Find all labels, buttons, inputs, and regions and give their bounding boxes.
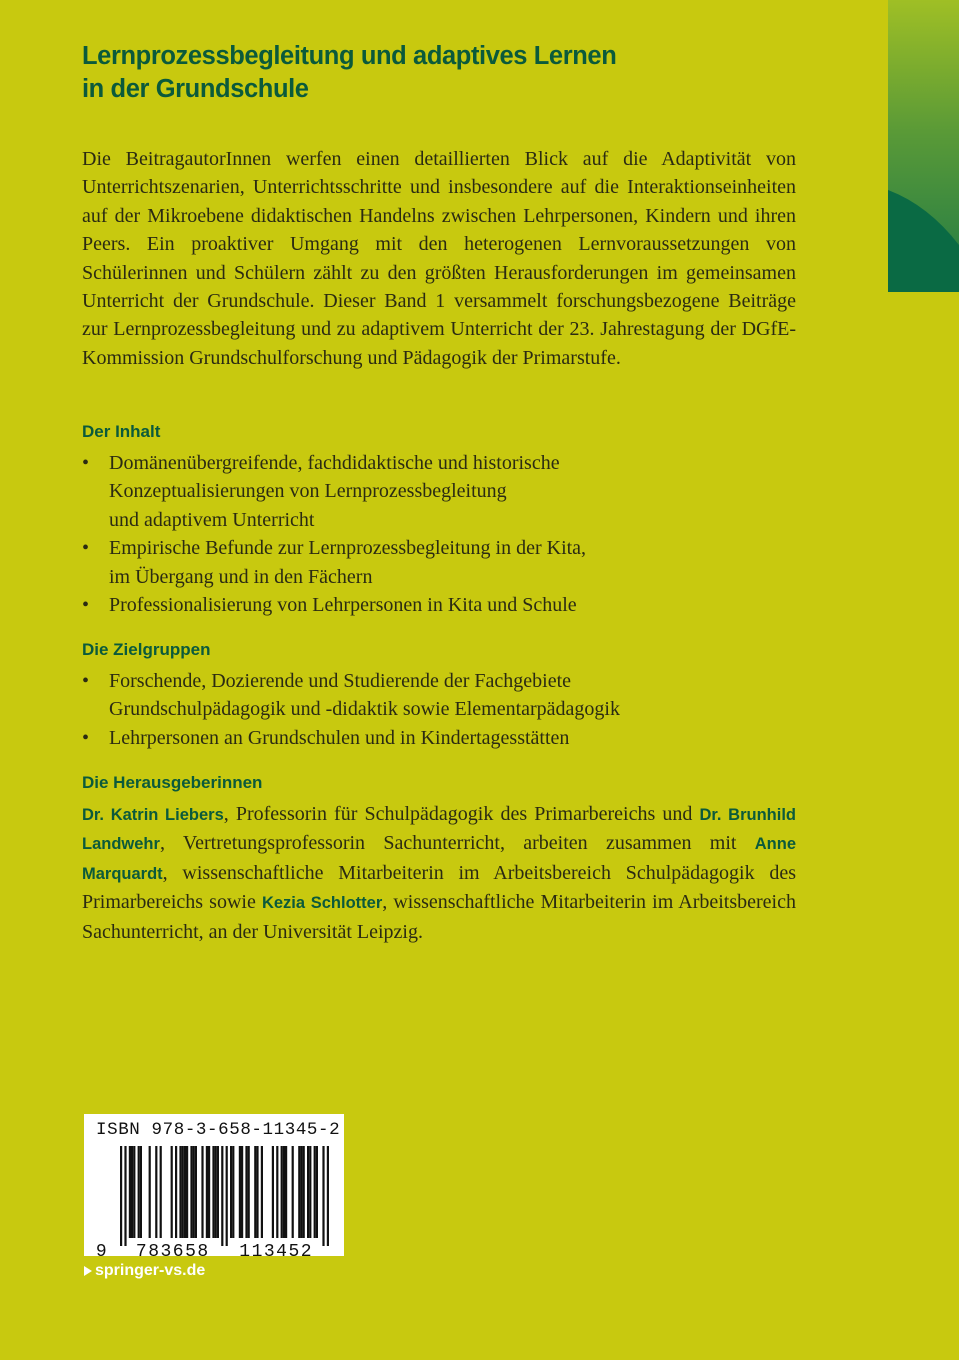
- barcode-bar: [230, 1146, 232, 1238]
- list-item-line: Domänenübergreifende, fachdidaktische und historische: [109, 452, 560, 474]
- list-item-line: im Übergang und in den Fächern: [109, 565, 373, 588]
- bullet-icon: •: [82, 726, 90, 749]
- barcode-bar: [212, 1146, 214, 1238]
- barcode-bar: [226, 1146, 228, 1246]
- barcode-bar: [160, 1146, 162, 1238]
- barcode-bar: [316, 1146, 318, 1238]
- section-heading-herausgeberinnen: Die Herausgeberinnen: [82, 773, 263, 792]
- isbn-label: ISBN 978-3-658-11345-2: [96, 1120, 341, 1140]
- bullet-icon: •: [82, 594, 90, 617]
- barcode-bar: [261, 1146, 263, 1238]
- barcode-bar: [175, 1146, 177, 1238]
- barcode-bar: [186, 1146, 188, 1238]
- barcode-bar: [241, 1146, 243, 1238]
- barcode-bar: [309, 1146, 311, 1238]
- barcode-bar: [206, 1146, 208, 1238]
- barcode-bar: [256, 1146, 258, 1238]
- barcode-bar: [190, 1146, 192, 1238]
- editor-name: Kezia Schlotter: [261, 894, 383, 913]
- intro-paragraph: Die BeitragautorInnen werfen einen detaillierten Blick auf die Adaptivität von Unterrichtszenarien, Unterrichtsschritte und insbesondere auf die Interaktionseinheiten auf der Mikroebene didaktischen Handelns zwischen Lehrpersonen, Kindern und ihren Peers. Ein proaktiver Umgang mit den heterogenen Lernvoraussetzungen von Schülerinnen und Schülern zählt zu den größten Herausforderungen im gemeinsamen Unterricht der Grundschule. Dieser Band 1 versammelt forschungsbezogene Beiträge zur Lernprozessbegleitung und zu adaptivem Unterricht der 23. Jahrestagung der DGfE-Kommission Grundschulforschung und Pädagogik der Primarstufe.: [82, 148, 796, 369]
- editor-name: Dr. Katrin Liebers: [82, 806, 224, 824]
- barcode-bar: [254, 1146, 256, 1238]
- barcode-bar: [248, 1146, 250, 1238]
- zielgruppen-list: [82, 667, 802, 752]
- editor-text: , wissenschaftliche Mitarbeiterin im Arbeitsbereich Sachunterricht, an der Universität Leipzig.: [82, 891, 796, 943]
- barcode-bar: [239, 1146, 241, 1238]
- barcode-bar: [217, 1146, 219, 1238]
- barcode-bar: [171, 1146, 173, 1238]
- isbn-barcode: [84, 1114, 344, 1256]
- barcode-digits: 783658: [135, 1242, 210, 1256]
- barcode-bar: [272, 1146, 274, 1238]
- barcode-bar: [314, 1146, 316, 1238]
- list-item: [82, 449, 802, 534]
- barcode-bar: [292, 1146, 294, 1238]
- barcode-bar: [138, 1146, 140, 1238]
- bullet-icon: •: [82, 670, 90, 692]
- barcode-bar: [327, 1146, 329, 1246]
- barcode-bar: [276, 1146, 278, 1238]
- editor-text: , Professorin für Schulpädagogik des Primarbereichs und: [223, 803, 700, 825]
- inhalt-list: [82, 449, 802, 619]
- barcode-bar: [221, 1146, 223, 1246]
- website-label: springer-vs.de: [95, 1262, 206, 1279]
- list-item-line: Grundschulpädagogik und -didaktik sowie Elementarpädagogik: [109, 698, 620, 721]
- list-item: [82, 724, 802, 752]
- barcode-bar: [195, 1146, 197, 1238]
- barcode-bar: [184, 1146, 186, 1238]
- title-line-2: in der Grundschule: [82, 75, 309, 103]
- book-title: [82, 40, 842, 106]
- barcode-bar: [232, 1146, 234, 1238]
- barcode-bar: [303, 1146, 305, 1238]
- barcode-bar: [300, 1146, 302, 1238]
- editors-paragraph: [82, 800, 796, 946]
- corner-graphic: [888, 0, 959, 292]
- list-item-line: Empirische Befunde zur Lernprozessbegleitung in der Kita,: [109, 537, 587, 560]
- list-item-line: Lehrpersonen an Grundschulen und in Kindertagesstätten: [109, 726, 570, 749]
- list-item-line: und adaptivem Unterricht: [109, 508, 315, 531]
- bullet-icon: •: [82, 452, 90, 474]
- barcode-bar: [307, 1146, 309, 1238]
- list-item: [82, 534, 802, 591]
- editor-name: Anne Marquardt: [82, 835, 796, 883]
- barcode-bar: [155, 1146, 157, 1238]
- barcode-digits: 9: [95, 1242, 109, 1256]
- barcode-bar: [208, 1146, 210, 1238]
- title-line-1: Lernprozessbegleitung und adaptives Lernen: [82, 42, 617, 70]
- barcode-bar: [281, 1146, 283, 1238]
- barcode-bar: [215, 1146, 217, 1238]
- barcode-bar: [131, 1146, 133, 1238]
- barcode-bar: [179, 1146, 181, 1238]
- editor-text: , Vertretungsprofessorin Sachunterricht, arbeiten zusammen mit: [159, 832, 755, 855]
- barcode-bar: [283, 1146, 285, 1238]
- barcode-bar: [322, 1146, 324, 1246]
- barcode-bar: [133, 1146, 135, 1238]
- section-heading-inhalt: Der Inhalt: [82, 422, 161, 441]
- list-item-line: Professionalisierung von Lehrpersonen in Kita und Schule: [109, 594, 577, 617]
- editor-name: Dr. Brunhild Landwehr: [82, 806, 797, 854]
- list-item-line: Konzeptualisierungen von Lernprozessbegleitung: [109, 480, 507, 503]
- list-item: [82, 591, 802, 619]
- barcode-digits: 113452: [239, 1242, 314, 1256]
- section-heading-zielgruppen: Die Zielgruppen: [82, 640, 211, 659]
- bullet-icon: •: [82, 537, 90, 560]
- barcode-graphic: [84, 1114, 344, 1256]
- barcode-bar: [285, 1146, 287, 1238]
- editor-text: , wissenschaftliche Mitarbeiterin im Arbeitsbereich Schulpädagogik des Primarbereichs sowie: [82, 861, 796, 914]
- barcode-bar: [193, 1146, 195, 1238]
- website-link[interactable]: [84, 1262, 205, 1280]
- barcode-bar: [129, 1146, 131, 1238]
- barcode-bar: [182, 1146, 184, 1238]
- barcode-bar: [149, 1146, 151, 1238]
- barcode-bar: [140, 1146, 142, 1238]
- barcode-bar: [298, 1146, 300, 1238]
- barcode-bar: [120, 1146, 122, 1246]
- barcode-bar: [201, 1146, 203, 1238]
- barcode-bar: [245, 1146, 247, 1238]
- barcode-bar: [124, 1146, 126, 1246]
- arrow-right-icon: [84, 1266, 92, 1276]
- list-item: [82, 667, 802, 724]
- list-item-line: Forschende, Dozierende und Studierende der Fachgebiete: [109, 670, 572, 692]
